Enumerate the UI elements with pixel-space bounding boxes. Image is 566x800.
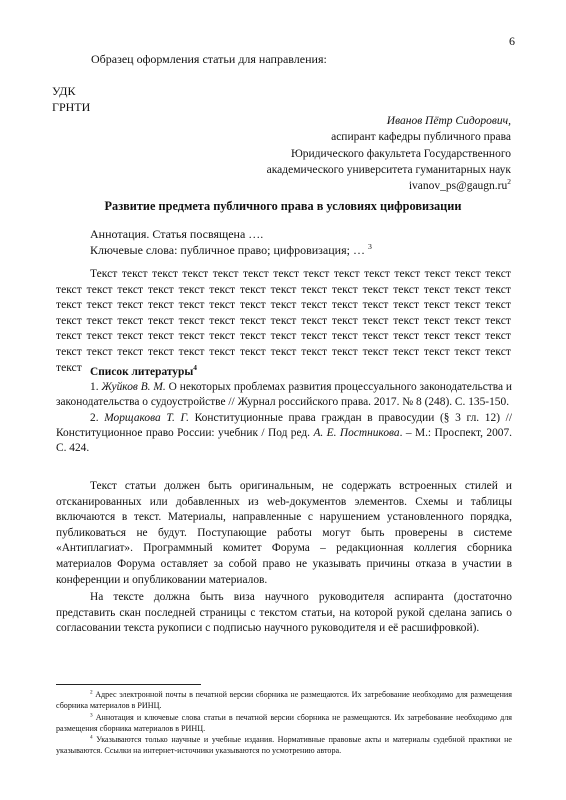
udk-label: УДК — [52, 84, 76, 98]
footnote: $^2$ Адрес электронной почты в печатной версии сборника не размещаются. Их затребование необходимо для размещения сборника материалов в РИНЦ. — [56, 689, 512, 711]
author-email-line — [151, 178, 511, 194]
references-section — [56, 365, 512, 456]
intro-line: Образец оформления статьи для направления: — [91, 52, 327, 66]
references-heading: Список литературы$^4$ — [90, 363, 197, 378]
reference-item: 1. Жуйков В. М. О некоторых проблемах развития процессуального законодательства и законодательства о судоустройстве // Журнал российского права. 2017. № 8 (248). С. 135-150. — [56, 381, 513, 409]
author-name: Иванов Пётр Сидорович, — [386, 115, 511, 127]
abstract-block — [90, 226, 372, 258]
author-block — [151, 113, 511, 194]
requirements-text — [56, 479, 512, 637]
requirements-paragraph: На тексте должна быть виза научного руководителя аспиранта (достаточно представить скан последней страницы с текстом статьи, на которой рукой сделана запись о согласовании текста рукописи с подписью научного руководителя и её расшифровкой). — [56, 591, 512, 635]
reference-author: Морщакова Т. Г. — [104, 411, 189, 424]
body-paragraph: Текст текст текст текст текст текст текст текст текст текст текст текст текст текст текст текст текст текст текст текст текст текст текст текст текст текст текст текст текст текст текст текст текст текст текст текст текст текст текст текст текст текст текст текст текст текст текст текст текст текст текст текст текст текст текст текст текст текст текст текст текст текст текст текст текст текст текст текст текст текст текст текст текст текст текст текст текст текст текст текст текст текст текст текст текст текст текст текст текст текст — [56, 267, 511, 374]
author-position: аспирант кафедры публичного права — [331, 131, 511, 144]
footnote: $^3$ Аннотация и ключевые слова статьи в печатной версии сборника не размещаются. Их затребование необходимо для размещения сборника материалов в РИНЦ. — [56, 711, 512, 733]
author-faculty: Юридического факультета Государственного — [290, 147, 511, 160]
footnote: $^4$ Указываются только научные и учебные издания. Нормативные правовые акты и материалы судебной практики не указываются. Ссылки на интернет-источники указываются по усмотрению автора. — [56, 734, 512, 756]
footnotes — [56, 689, 512, 757]
requirements-paragraph: Текст статьи должен быть оригинальным, не содержать встроенных стилей и отсканированных или добавленных из web-документов элементов. Схемы и таблицы включаются в текст. Материалы, направленные с нарушением установленного порядка, публиковаться не будут. Поступающие работы могут быть проверены в системе «Антиплагиат». Программный комитет Форума – редакционная коллегия сборника материалов Форума оставляет за собой право не указывать причины отказа в участии в конференции и опубликовании материалов. — [56, 480, 512, 586]
author-university: академического университета гуманитарных наук — [266, 163, 511, 176]
reference-editor: А. Е. Постникова — [313, 426, 400, 439]
footnote-ref: 3 — [367, 242, 372, 251]
footnote-ref: 2 — [507, 177, 511, 187]
author-email: ivanov_ps@gaugn.ru — [408, 180, 508, 193]
article-title: Развитие предмета публичного права в условиях цифровизации — [104, 199, 462, 213]
reference-author: Жуйков В. М. — [101, 381, 166, 394]
body-text — [56, 266, 511, 375]
keywords-line — [90, 242, 372, 258]
page-number: 6 — [509, 34, 515, 48]
footnote-divider — [56, 684, 201, 685]
classification-block — [52, 83, 90, 115]
footnote-ref: 4 — [193, 363, 197, 373]
reference-item: 2. Морщакова Т. Г. Конституционные права граждан в правосудии (§ 3 гл. 12) // Конституционное право России: учебник / Под ред. А. Е. Постникова. – М.: Проспект, 2007. С. 424. — [56, 411, 513, 455]
grnti-label: ГРНТИ — [52, 100, 91, 114]
abstract-text: Аннотация. Статья посвящена …. — [90, 227, 264, 241]
keywords-text: Ключевые слова: публичное право; цифровизация; … — [90, 243, 368, 257]
